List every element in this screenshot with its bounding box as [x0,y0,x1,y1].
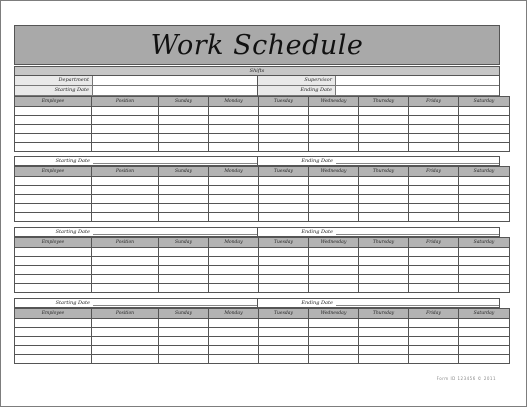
column-header: Saturday [459,238,510,248]
schedule-cell[interactable] [159,204,209,213]
schedule-cell[interactable] [259,275,309,284]
column-header: Friday [409,309,459,319]
schedule-cell[interactable] [209,275,259,284]
schedule-cell[interactable] [209,346,259,355]
schedule-cell[interactable] [259,125,309,134]
date-right [257,228,499,236]
schedule-table [14,166,510,222]
ending-date-label: Ending Date [301,300,333,306]
ending-date-field[interactable] [336,157,499,164]
table-row [15,346,510,355]
schedule-cell[interactable] [309,337,359,346]
schedule-cell[interactable] [209,355,259,364]
schedule-cell[interactable] [92,125,159,134]
schedule-cell[interactable] [92,186,159,195]
schedule-cell[interactable] [209,107,259,116]
form-footer: Form ID 123456 © 2011 [436,376,496,381]
supervisor-field[interactable] [336,76,499,85]
column-header: Monday [209,97,259,107]
schedule-cell[interactable] [409,107,459,116]
schedule-cell[interactable] [15,177,92,186]
supervisor-label: Supervisor [258,76,336,85]
page-title: Work Schedule [150,29,364,61]
schedule-cell[interactable] [259,204,309,213]
column-header: Employee [15,309,92,319]
starting-date-field[interactable] [93,86,257,95]
schedule-cell[interactable] [459,125,510,134]
schedule-cell[interactable] [409,125,459,134]
table-row [15,266,510,275]
schedule-cell[interactable] [259,284,309,293]
schedule-cell[interactable] [15,337,92,346]
schedule-cell[interactable] [15,134,92,143]
department-field[interactable] [93,76,257,85]
column-header: Tuesday [259,97,309,107]
schedule-cell[interactable] [159,213,209,222]
schedule-cell[interactable] [409,116,459,125]
schedule-cell[interactable] [309,213,359,222]
schedule-table [14,237,510,293]
schedule-cell[interactable] [359,257,409,266]
schedule-cell[interactable] [15,143,92,152]
schedule-cell[interactable] [359,125,409,134]
column-header: Tuesday [259,167,309,177]
schedule-cell[interactable] [459,186,510,195]
schedule-cell[interactable] [15,125,92,134]
table-row [15,275,510,284]
schedule-cell[interactable] [15,213,92,222]
schedule-cell[interactable] [15,116,92,125]
date-line [14,156,500,166]
schedule-cell[interactable] [259,143,309,152]
column-header: Sunday [159,309,209,319]
schedule-cell[interactable] [159,116,209,125]
schedule-cell[interactable] [259,195,309,204]
schedule-cell[interactable] [459,346,510,355]
starting-date-field[interactable] [93,299,257,306]
schedule-cell[interactable] [159,355,209,364]
schedule-cell[interactable] [409,319,459,328]
column-header: Thursday [359,309,409,319]
table-row [15,186,510,195]
column-header: Employee [15,97,92,107]
date-left [15,299,257,307]
schedule-cell[interactable] [15,204,92,213]
schedule-cell[interactable] [409,248,459,257]
column-header: Tuesday [259,309,309,319]
schedule-cell[interactable] [92,346,159,355]
schedule-cell[interactable] [409,177,459,186]
schedule-cell[interactable] [159,328,209,337]
schedule-cell[interactable] [92,143,159,152]
schedule-cell[interactable] [459,195,510,204]
schedule-cell[interactable] [459,213,510,222]
schedule-cell[interactable] [459,319,510,328]
schedule-cell[interactable] [209,125,259,134]
info-rows [14,76,500,96]
info-line [258,86,499,96]
schedule-cell[interactable] [159,337,209,346]
schedule-cell[interactable] [409,204,459,213]
starting-date-field[interactable] [93,228,257,235]
schedule-cell[interactable] [209,213,259,222]
ending-date-field[interactable] [336,86,499,95]
schedule-cell[interactable] [359,328,409,337]
date-left [15,228,257,236]
schedule-cell[interactable] [309,275,359,284]
column-header: Tuesday [259,238,309,248]
table-row [15,177,510,186]
schedule-cell[interactable] [209,266,259,275]
column-header: Thursday [359,97,409,107]
column-header: Sunday [159,238,209,248]
schedule-cell[interactable] [209,319,259,328]
schedule-cell[interactable] [259,134,309,143]
schedule-cell[interactable] [159,107,209,116]
schedule-cell[interactable] [459,116,510,125]
schedule-cell[interactable] [159,248,209,257]
schedule-cell[interactable] [309,284,359,293]
schedule-cell[interactable] [15,328,92,337]
department-label: Department [15,76,93,85]
column-header: Friday [409,97,459,107]
schedule-cell[interactable] [359,248,409,257]
info-right [257,76,499,96]
schedule-cell[interactable] [259,346,309,355]
schedule-cell[interactable] [359,275,409,284]
table-row [15,204,510,213]
table-row [15,134,510,143]
ending-date-label: Ending Date [301,229,333,235]
schedule-cell[interactable] [359,337,409,346]
schedule-cell[interactable] [259,319,309,328]
schedule-cell[interactable] [309,143,359,152]
schedule-cell[interactable] [159,257,209,266]
schedule-cell[interactable] [359,107,409,116]
schedule-cell[interactable] [309,186,359,195]
info-line [15,76,257,86]
schedule-cell[interactable] [92,116,159,125]
schedule-cell[interactable] [359,177,409,186]
schedule-cell[interactable] [309,195,359,204]
schedule-cell[interactable] [309,319,359,328]
schedule-cell[interactable] [309,125,359,134]
column-header: Saturday [459,309,510,319]
schedule-cell[interactable] [209,143,259,152]
schedule-cell[interactable] [409,275,459,284]
schedule-cell[interactable] [409,266,459,275]
column-header: Position [92,309,159,319]
info-left [15,76,257,96]
schedule-cell[interactable] [309,346,359,355]
schedule-cell[interactable] [15,257,92,266]
schedule-cell[interactable] [15,346,92,355]
table-row [15,213,510,222]
info-line [15,86,257,96]
column-header: Position [92,167,159,177]
column-header: Employee [15,238,92,248]
schedule-cell[interactable] [159,186,209,195]
schedule-cell[interactable] [359,266,409,275]
schedule-cell[interactable] [409,328,459,337]
table-row [15,107,510,116]
schedule-cell[interactable] [209,257,259,266]
schedule-cell[interactable] [459,355,510,364]
table-row [15,257,510,266]
table-header-row [15,97,510,107]
date-line [14,298,500,308]
table-row [15,284,510,293]
schedule-cell[interactable] [159,284,209,293]
schedule-cell[interactable] [209,284,259,293]
schedule-cell[interactable] [259,107,309,116]
schedule-cell[interactable] [359,284,409,293]
column-header: Position [92,97,159,107]
schedule-cell[interactable] [15,355,92,364]
starting-date-label: Starting Date [55,229,90,235]
schedule-cell[interactable] [459,134,510,143]
schedule-cell[interactable] [309,134,359,143]
table-row [15,143,510,152]
ending-date-field[interactable] [336,228,499,235]
schedule-cell[interactable] [209,328,259,337]
schedule-cell[interactable] [92,213,159,222]
table-header-row [15,238,510,248]
schedule-cell[interactable] [359,346,409,355]
schedule-table [14,96,510,152]
column-header: Wednesday [309,309,359,319]
schedule-cell[interactable] [459,257,510,266]
schedule-cell[interactable] [92,266,159,275]
schedule-cell[interactable] [309,266,359,275]
schedule-cell[interactable] [359,143,409,152]
ending-date-label: Ending Date [301,158,333,164]
schedule-cell[interactable] [92,337,159,346]
schedule-cell[interactable] [15,266,92,275]
schedule-cell[interactable] [409,134,459,143]
schedule-cell[interactable] [92,177,159,186]
schedule-cell[interactable] [459,143,510,152]
schedule-cell[interactable] [92,204,159,213]
table-row [15,355,510,364]
schedule-cell[interactable] [15,275,92,284]
schedule-cell[interactable] [92,257,159,266]
column-header: Monday [209,238,259,248]
schedule-cell[interactable] [209,134,259,143]
column-header: Sunday [159,167,209,177]
column-header: Thursday [359,167,409,177]
schedule-table [14,308,510,364]
table-row [15,337,510,346]
date-right [257,299,499,307]
schedule-cell[interactable] [15,195,92,204]
schedule-cell[interactable] [92,107,159,116]
schedule-cell[interactable] [209,337,259,346]
schedule-section-2 [14,156,500,222]
schedule-cell[interactable] [92,319,159,328]
info-line [258,76,499,86]
schedule-cell[interactable] [209,186,259,195]
column-header: Friday [409,167,459,177]
schedule-cell[interactable] [409,346,459,355]
schedule-cell[interactable] [92,275,159,284]
column-header: Friday [409,238,459,248]
schedule-cell[interactable] [309,177,359,186]
schedule-cell[interactable] [259,337,309,346]
schedule-cell[interactable] [459,248,510,257]
schedule-cell[interactable] [92,134,159,143]
schedule-cell[interactable] [359,355,409,364]
date-line [14,227,500,237]
table-header-row [15,309,510,319]
schedule-cell[interactable] [159,319,209,328]
schedule-cell[interactable] [459,328,510,337]
table-row [15,328,510,337]
column-header: Sunday [159,97,209,107]
table-row [15,248,510,257]
schedule-cell[interactable] [309,107,359,116]
schedule-cell[interactable] [92,248,159,257]
column-header: Position [92,238,159,248]
starting-date-field[interactable] [93,157,257,164]
schedule-cell[interactable] [259,355,309,364]
schedule-cell[interactable] [359,195,409,204]
schedule-cell[interactable] [409,195,459,204]
schedule-cell[interactable] [359,319,409,328]
schedule-cell[interactable] [459,275,510,284]
schedule-cell[interactable] [209,248,259,257]
schedule-cell[interactable] [459,177,510,186]
ending-date-field[interactable] [336,299,499,306]
schedule-cell[interactable] [309,257,359,266]
column-header: Monday [209,309,259,319]
schedule-cell[interactable] [459,284,510,293]
column-header: Wednesday [309,167,359,177]
schedule-cell[interactable] [209,195,259,204]
schedule-cell[interactable] [309,328,359,337]
schedule-cell[interactable] [409,355,459,364]
column-header: Wednesday [309,238,359,248]
schedule-cell[interactable] [409,143,459,152]
schedule-cell[interactable] [15,107,92,116]
table-row [15,195,510,204]
schedule-cell[interactable] [259,177,309,186]
schedule-cell[interactable] [309,248,359,257]
schedule-cell[interactable] [409,186,459,195]
ending-date-label: Ending Date [258,86,336,95]
schedule-cell[interactable] [259,213,309,222]
schedule-cell[interactable] [309,355,359,364]
schedule-cell[interactable] [15,284,92,293]
schedule-cell[interactable] [259,257,309,266]
column-header: Saturday [459,167,510,177]
schedule-cell[interactable] [459,204,510,213]
schedule-cell[interactable] [359,204,409,213]
schedule-cell[interactable] [209,204,259,213]
schedule-cell[interactable] [159,275,209,284]
date-right [257,157,499,165]
schedule-cell[interactable] [359,186,409,195]
schedule-cell[interactable] [15,248,92,257]
schedule-cell[interactable] [159,195,209,204]
schedule-cell[interactable] [159,266,209,275]
schedule-cell[interactable] [309,204,359,213]
schedule-cell[interactable] [92,284,159,293]
schedule-cell[interactable] [92,195,159,204]
table-row [15,319,510,328]
section-header-bar: Shifts [14,66,500,76]
schedule-section-4 [14,298,500,364]
schedule-cell[interactable] [259,248,309,257]
schedule-cell[interactable] [159,177,209,186]
column-header: Monday [209,167,259,177]
column-header: Wednesday [309,97,359,107]
schedule-cell[interactable] [159,346,209,355]
schedule-cell[interactable] [259,328,309,337]
schedule-cell[interactable] [409,284,459,293]
date-left [15,157,257,165]
schedule-cell[interactable] [159,134,209,143]
schedule-cell[interactable] [459,337,510,346]
schedule-cell[interactable] [259,186,309,195]
schedule-cell[interactable] [359,116,409,125]
schedule-cell[interactable] [309,116,359,125]
table-header-row [15,167,510,177]
schedule-cell[interactable] [409,257,459,266]
schedule-cell[interactable] [92,328,159,337]
schedule-cell[interactable] [209,116,259,125]
schedule-cell[interactable] [359,134,409,143]
schedule-cell[interactable] [409,213,459,222]
starting-date-label: Starting Date [55,158,90,164]
schedule-cell[interactable] [159,125,209,134]
column-header: Thursday [359,238,409,248]
schedule-cell[interactable] [209,177,259,186]
schedule-cell[interactable] [259,116,309,125]
schedule-cell[interactable] [359,213,409,222]
schedule-section-3 [14,227,500,293]
schedule-cell[interactable] [15,186,92,195]
table-row [15,125,510,134]
column-header: Employee [15,167,92,177]
schedule-cell[interactable] [15,319,92,328]
schedule-cell[interactable] [159,143,209,152]
schedule-cell[interactable] [459,266,510,275]
schedule-cell[interactable] [409,337,459,346]
column-header: Saturday [459,97,510,107]
title-banner [14,25,500,65]
schedule-cell[interactable] [92,355,159,364]
starting-date-label: Starting Date [15,86,93,95]
table-row [15,116,510,125]
schedule-section-1 [14,66,500,152]
schedule-cell[interactable] [459,107,510,116]
starting-date-label: Starting Date [55,300,90,306]
schedule-cell[interactable] [259,266,309,275]
